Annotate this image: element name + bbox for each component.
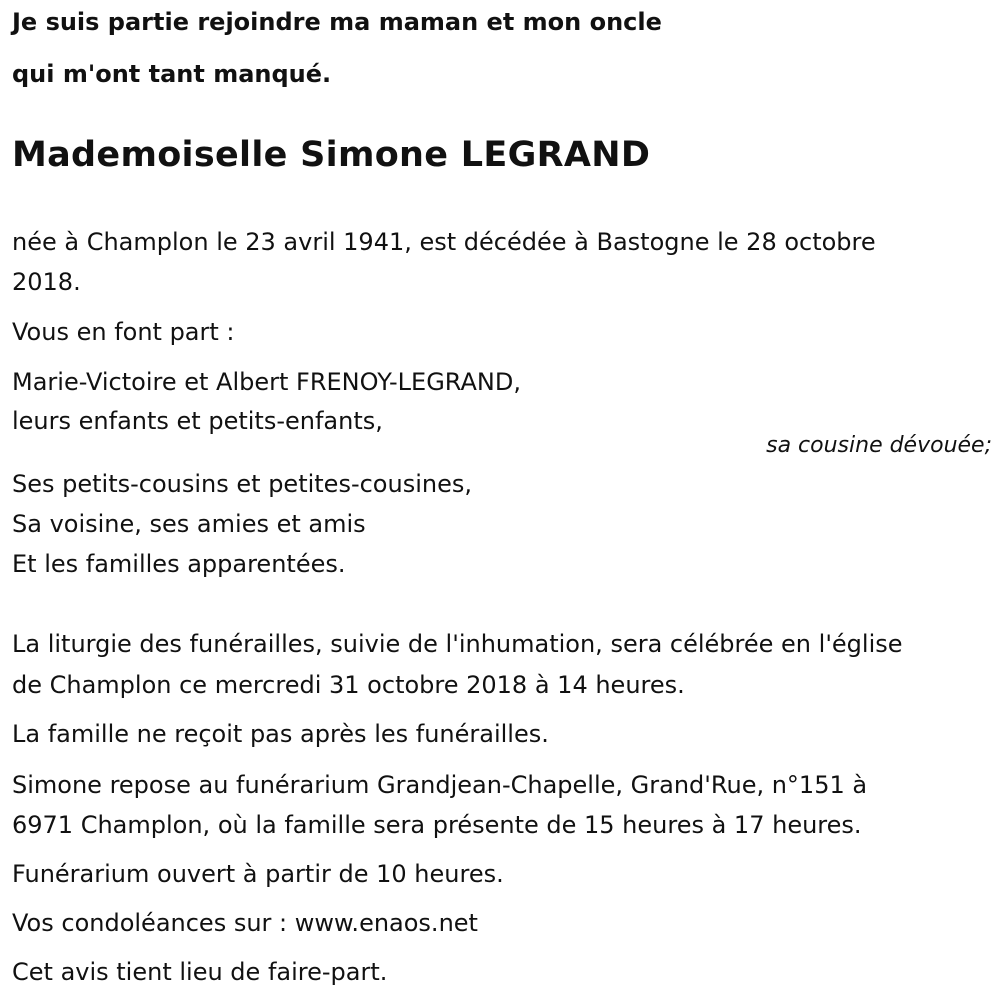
cousin-note: sa cousine dévouée; (766, 433, 992, 458)
liturgy-line-1: La liturgie des funérailles, suivie de l'inhumation, sera célébrée en l'église (12, 630, 903, 658)
liturgy-line-2: de Champlon ce mercredi 31 octobre 2018 à 14 heures. (12, 671, 685, 699)
hours-line: Funérarium ouvert à partir de 10 heures. (12, 860, 504, 888)
birth-death-line-1: née à Champlon le 23 avril 1941, est décédée à Bastogne le 28 octobre (12, 228, 876, 256)
family-line-2: leurs enfants et petits-enfants, (12, 407, 383, 435)
condolences-line: Vos condoléances sur : www.enaos.net (12, 909, 478, 937)
rest-line-1: Simone repose au funérarium Grandjean-Chapelle, Grand'Rue, n°151 à (12, 771, 868, 799)
family-line-3: Ses petits-cousins et petites-cousines, (12, 470, 472, 498)
family-line-5: Et les familles apparentées. (12, 550, 346, 578)
birth-death-line-2: 2018. (12, 268, 81, 296)
family-line-4: Sa voisine, ses amies et amis (12, 510, 366, 538)
reception-line: La famille ne reçoit pas après les funérailles. (12, 720, 549, 748)
notice-line: Cet avis tient lieu de faire-part. (12, 958, 388, 986)
rest-line-2: 6971 Champlon, où la famille sera présente de 15 heures à 17 heures. (12, 811, 862, 839)
announcement-intro: Vous en font part : (12, 318, 235, 346)
epigraph-line-2: qui m'ont tant manqué. (12, 60, 332, 88)
family-line-1: Marie-Victoire et Albert FRENOY-LEGRAND, (12, 368, 521, 396)
deceased-name: Mademoiselle Simone LEGRAND (12, 135, 651, 175)
epigraph-line-1: Je suis partie rejoindre ma maman et mon oncle (12, 8, 662, 36)
